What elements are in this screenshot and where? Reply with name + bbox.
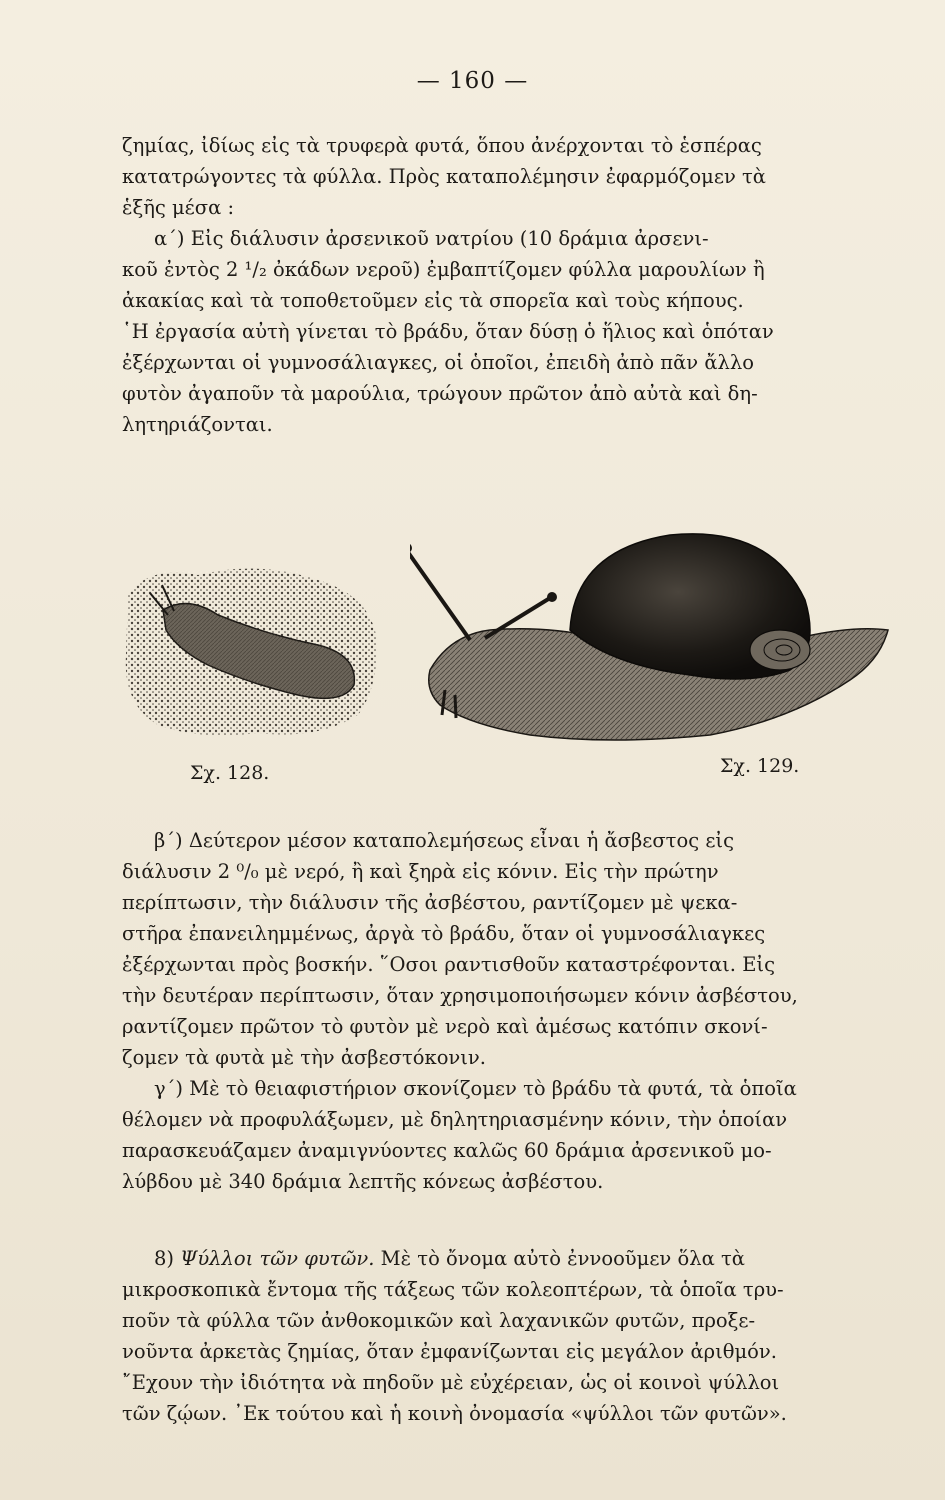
section-heading-line xyxy=(122,1243,892,1274)
text-line: θέλομεν νὰ προφυλάξωμεν, μὲ δηλητηριασμένην κόνιν, τὴν ὁποίαν xyxy=(122,1108,788,1131)
text-line: παρασκευάζαμεν ἀναμιγνύοντες καλῶς 60 δράμια ἀρσενικοῦ μο- xyxy=(122,1139,772,1162)
text-line: ἐξέρχωνται οἱ γυμνοσάλιαγκες, οἱ ὁποῖοι, ἐπειδὴ ἀπὸ πᾶν ἄλλο xyxy=(122,351,754,374)
text-line: τὴν δευτέραν περίπτωσιν, ὅταν χρησιμοποιήσωμεν κόνιν ἀσβέστου, xyxy=(122,984,798,1007)
text-line: διάλυσιν 2 ⁰/₀ μὲ νερό, ἢ καὶ ξηρὰ εἰς κόνιν. Εἰς τὴν πρώτην xyxy=(122,860,719,883)
figure-128-caption: Σχ. 128. xyxy=(190,762,270,784)
section-title: Ψύλλοι τῶν φυτῶν. xyxy=(180,1247,375,1270)
text-line: τῶν ζῴων. ᾿Εκ τούτου καὶ ἡ κοινὴ ὀνομασία «ψύλλοι τῶν φυτῶν». xyxy=(122,1402,787,1425)
page-number: — 160 — xyxy=(416,68,529,94)
text-line: ῎Εχουν τὴν ἰδιότητα νὰ πηδοῦν μὲ εὐχέρειαν, ὡς οἱ κοινοὶ ψύλλοι xyxy=(122,1371,780,1394)
text-line: κοῦ ἐντὸς 2 ¹/₂ ὀκάδων νεροῦ) ἐμβαπτίζομεν φύλλα μαρουλίων ἢ xyxy=(122,258,765,281)
text-line: φυτὸν ἀγαποῦν τὰ μαρούλια, τρώγουν πρῶτον ἀπὸ αὐτὰ καὶ δη- xyxy=(122,382,758,405)
text-line: ραντίζομεν πρῶτον τὸ φυτὸν μὲ νερὸ καὶ ἀμέσως κατόπιν σκονί- xyxy=(122,1015,768,1038)
text-line: μικροσκοπικὰ ἔντομα τῆς τάξεως τῶν κολεοπτέρων, τὰ ὁποῖα τρυ- xyxy=(122,1278,784,1301)
section-text: Μὲ τὸ ὄνομα αὐτὸ ἐννοοῦμεν ὅλα τὰ xyxy=(380,1247,745,1270)
text-line: β΄) Δεύτερον μέσον καταπολεμήσεως εἶναι ἡ ἄσβεστος εἰς xyxy=(154,829,734,852)
text-line: λύβδου μὲ 340 δράμια λεπτῆς κόνεως ἀσβέστου. xyxy=(122,1170,604,1193)
text-line: περίπτωσιν, τὴν διάλυσιν τῆς ἀσβέστου, ραντίζομεν μὲ ψεκα- xyxy=(122,891,738,914)
text-line: ῾Η ἐργασία αὐτὴ γίνεται τὸ βράδυ, ὅταν δύσῃ ὁ ἥλιος καὶ ὁπόταν xyxy=(122,320,774,343)
figure-129-caption: Σχ. 129. xyxy=(720,755,800,777)
text-line: γ΄) Μὲ τὸ θειαφιστήριον σκονίζομεν τὸ βράδυ τὰ φυτά, τὰ ὁποῖα xyxy=(154,1077,797,1100)
text-line: ζημίας, ἰδίως εἰς τὰ τρυφερὰ φυτά, ὅπου ἀνέρχονται τὸ ἑσπέρας xyxy=(122,134,762,157)
middle-text-block xyxy=(122,825,892,1197)
text-line: ποῦν τὰ φύλλα τῶν ἀνθοκομικῶν καὶ λαχανικῶν φυτῶν, προξε- xyxy=(122,1309,756,1332)
text-line: κατατρώγοντες τὰ φύλλα. Πρὸς καταπολέμησιν ἐφαρμόζομεν τὰ xyxy=(122,165,766,188)
text-line: ἐξέρχωνται πρὸς βοσκήν. ῞Οσοι ραντισθοῦν καταστρέφονται. Εἰς xyxy=(122,953,776,976)
text-line: ζομεν τὰ φυτὰ μὲ τὴν ἀσβεστόκονιν. xyxy=(122,1046,486,1069)
section-number: 8) xyxy=(154,1247,175,1270)
slug-illustration xyxy=(118,555,380,745)
top-text-block xyxy=(122,130,892,440)
text-line: ἑξῆς μέσα : xyxy=(122,196,235,219)
text-line: στῆρα ἐπανειλημμένως, ἀργὰ τὸ βράδυ, ὅταν οἱ γυμνοσάλιαγκες xyxy=(122,922,766,945)
text-line: α΄) Εἰς διάλυσιν ἀρσενικοῦ νατρίου (10 δράμια ἀρσενι- xyxy=(154,227,709,250)
bottom-text-block xyxy=(122,1243,892,1429)
snail-illustration xyxy=(410,530,895,755)
text-line: νοῦντα ἀρκετὰς ζημίας, ὅταν ἐμφανίζωνται εἰς μεγάλον ἀριθμόν. xyxy=(122,1340,777,1363)
text-line: λητηριάζονται. xyxy=(122,413,273,436)
text-line: ἀκακίας καὶ τὰ τοποθετοῦμεν εἰς τὰ σπορεῖα καὶ τοὺς κήπους. xyxy=(122,289,744,312)
